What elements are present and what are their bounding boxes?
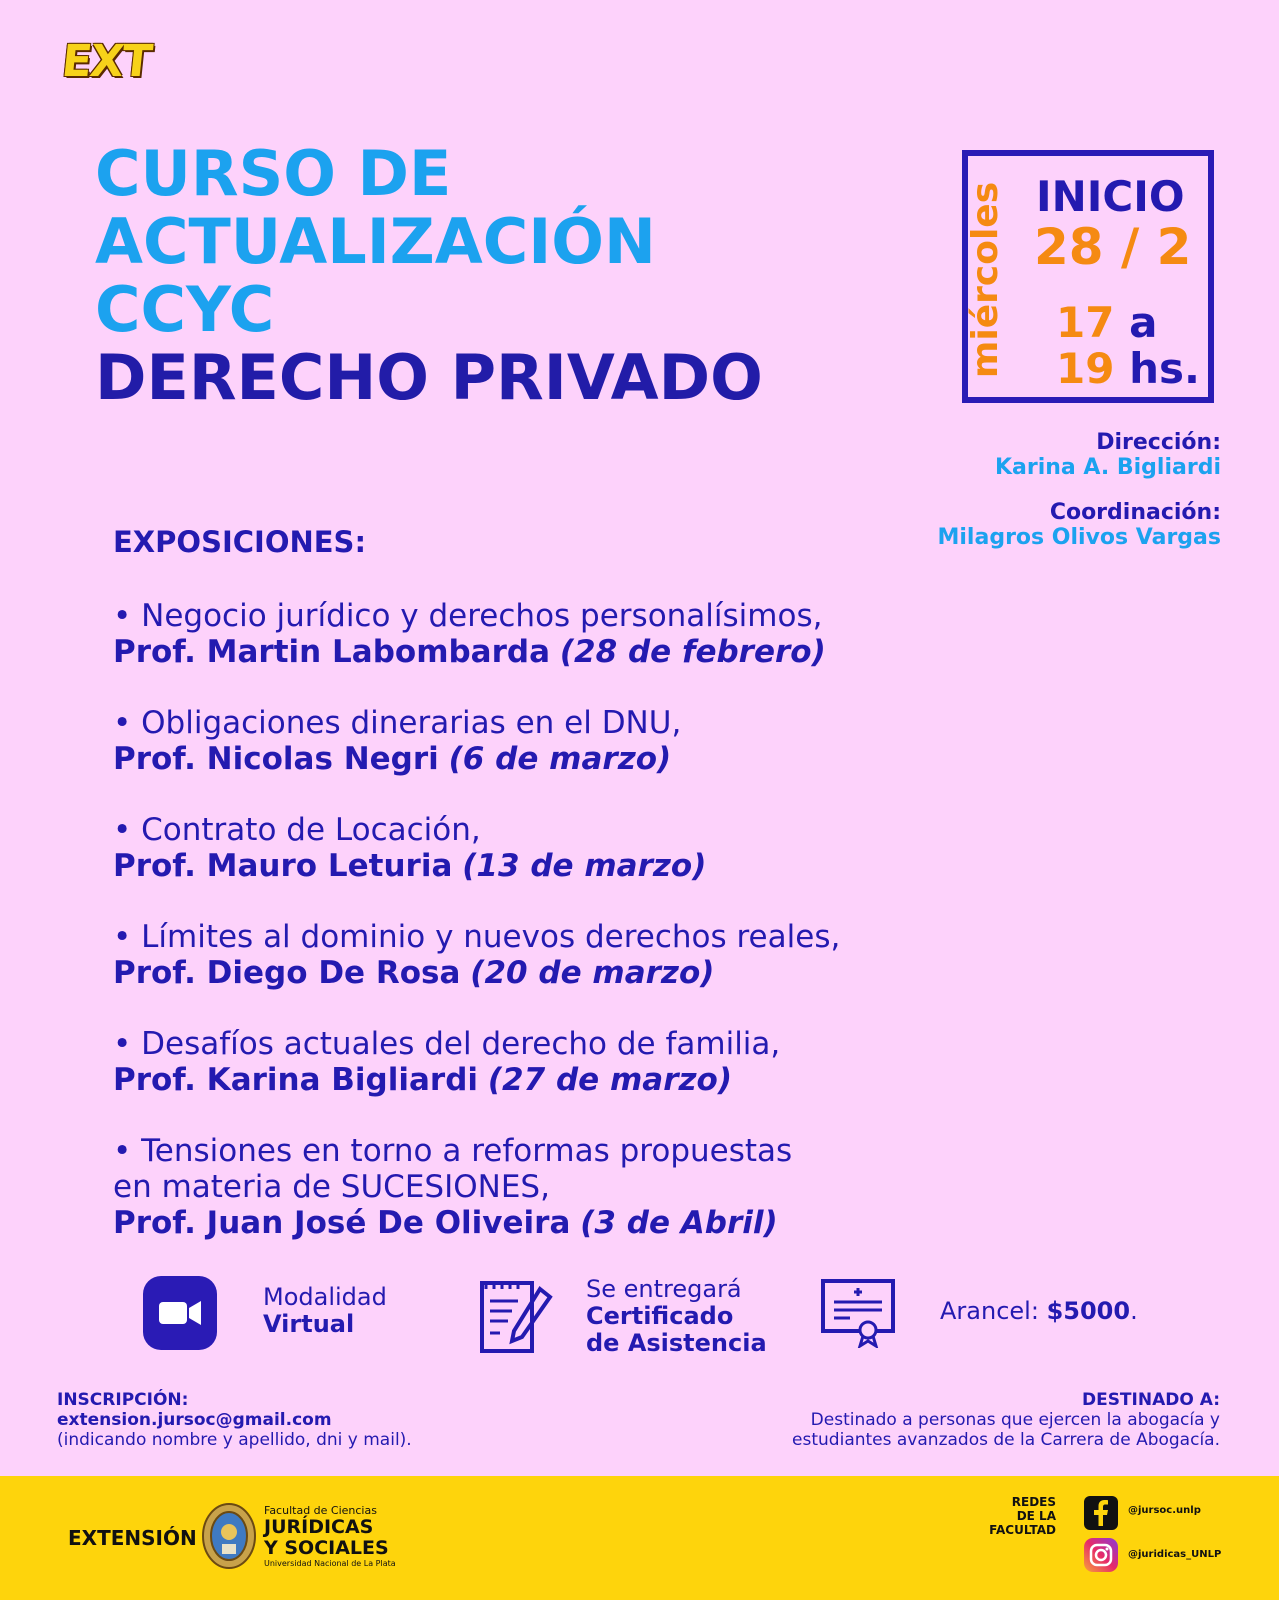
inicio-label: INICIO <box>1036 172 1185 221</box>
coordinacion-name: Milagros Olivos Vargas <box>937 525 1221 550</box>
certificado-block: Se entregará Certificado de Asistencia <box>586 1275 767 1357</box>
faculty-logo-text: Facultad de Ciencias JURÍDICAS Y SOCIALES Universidad Nacional de La Plata <box>264 1504 396 1568</box>
university-seal-icon <box>200 1502 258 1574</box>
hour-end-line: 19 hs. <box>1056 344 1200 393</box>
list-item: • Obligaciones dinerarias en el DNU, Prof. Nicolas Negri (6 de marzo) <box>113 705 682 777</box>
title-line-4: DERECHO PRIVADO <box>95 341 763 414</box>
direccion-name: Karina A. Bigliardi <box>994 455 1221 480</box>
list-item: • Límites al dominio y nuevos derechos reales, Prof. Diego De Rosa (20 de marzo) <box>113 919 841 991</box>
exposiciones-heading: EXPOSICIONES: <box>113 525 367 559</box>
list-item: • Contrato de Locación, Prof. Mauro Leturia (13 de marzo) <box>113 812 707 884</box>
coordinacion-label: Coordinación: <box>1049 500 1221 525</box>
redes-label: REDES DE LA FACULTAD <box>989 1495 1056 1537</box>
arancel-block: Arancel: $5000. <box>940 1297 1138 1325</box>
list-item: • Tensiones en torno a reformas propuestas en materia de SUCESIONES, Prof. Juan José De Oliveira (3 de Abril) <box>113 1133 793 1241</box>
facebook-icon[interactable] <box>1084 1496 1118 1530</box>
inscripcion-block: INSCRIPCIÓN: extension.jursoc@gmail.com (indicando nombre y apellido, dni y mail). <box>57 1390 412 1450</box>
hour-start-line: 17 a <box>1056 298 1158 347</box>
facebook-handle[interactable]: @jursoc.unlp <box>1128 1505 1201 1516</box>
diploma-icon <box>820 1278 896 1352</box>
title-line-3: CCYC <box>95 273 275 346</box>
start-date-box <box>962 150 1214 403</box>
footer-bar <box>0 1476 1279 1600</box>
extension-label: EXTENSIÓN <box>68 1526 197 1550</box>
modalidad-block: Modalidad Virtual <box>263 1283 387 1338</box>
ext-logo: EXT <box>59 36 153 87</box>
video-camera-icon <box>143 1276 217 1350</box>
certificate-document-icon <box>478 1277 558 1361</box>
instagram-handle[interactable]: @juridicas_UNLP <box>1128 1549 1222 1560</box>
direccion-label: Dirección: <box>1096 430 1221 455</box>
weekday-vertical: miércoles <box>965 181 1006 379</box>
destinado-block: DESTINADO A: Destinado a personas que ejercen la abogacía y estudiantes avanzados de la Carrera de Abogacía. <box>792 1390 1220 1450</box>
instagram-icon[interactable] <box>1084 1538 1118 1572</box>
list-item: • Desafíos actuales del derecho de familia, Prof. Karina Bigliardi (27 de marzo) <box>113 1026 781 1098</box>
list-item: • Negocio jurídico y derechos personalísimos, Prof. Martin Labombarda (28 de febrero) <box>113 598 826 670</box>
title-line-2: ACTUALIZACIÓN <box>95 205 656 278</box>
start-date: 28 / 2 <box>1034 218 1192 276</box>
email-link[interactable]: extension.jursoc@gmail.com <box>57 1410 332 1430</box>
title-line-1: CURSO DE <box>95 137 452 210</box>
